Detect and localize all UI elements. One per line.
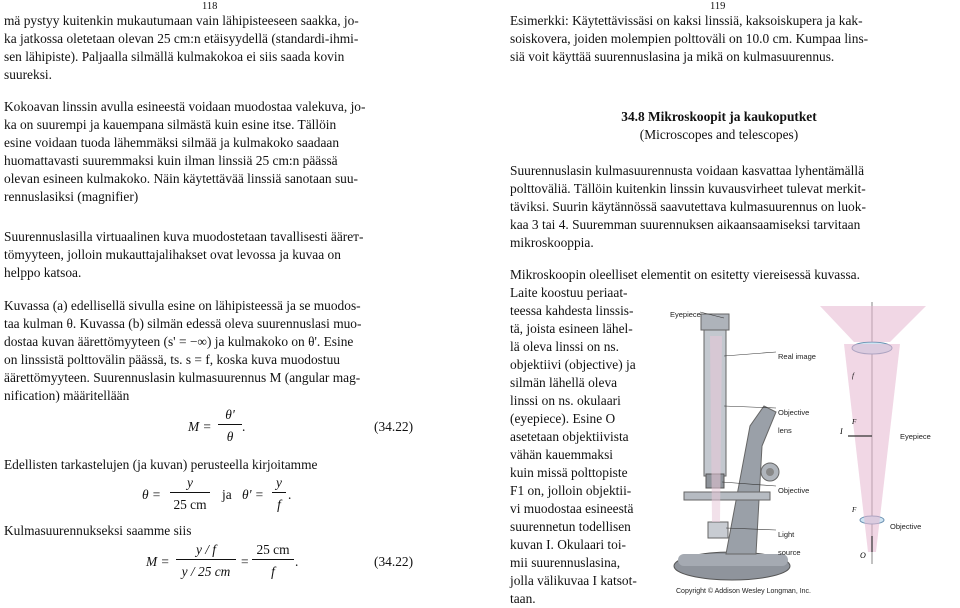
text-line: äärettömyyteen. Suurennuslasin kulmasuurennus M (angular mag-	[4, 370, 361, 385]
fraction-bar	[252, 559, 294, 560]
fraction-bar	[218, 424, 242, 425]
text-line: kuvan I. Okulaari toi-	[510, 537, 627, 552]
fraction-bar	[170, 492, 210, 493]
equation-denominator: θ	[226, 429, 234, 444]
text-line: kaa 3 tai 4. Suuremman suurennuksen aikaansaamiseksi tarvitaan	[510, 217, 861, 232]
text-line: dostaa kuvan äärettömyyteen (s' = −∞) ja kulmakoko on θ'. Esine	[4, 334, 354, 349]
label-light-source: Light source	[778, 530, 801, 558]
equation-lhs: M =	[188, 419, 212, 434]
text-line: täviksi. Suurin käytännössä saavutettava kulmasuurennus on luok-	[510, 199, 866, 214]
equation-period: .	[288, 487, 292, 502]
text-line: siä voit käyttää suurennuslasina ja mikä on kulmasuurennus.	[510, 49, 835, 64]
text-line: (eyepiece). Esine O	[510, 411, 616, 426]
equation-denominator: f	[277, 497, 281, 512]
equation-period: .	[242, 419, 246, 434]
text-line: huomattavasti suuremmaksi kuin ilman linssiä 25 cm:n päässä	[4, 153, 338, 168]
text-line: Mikroskoopin oleelliset elementit on esitetty viereisessä kuvassa.	[510, 267, 860, 282]
section-subtitle: (Microscopes and telescopes)	[639, 127, 799, 142]
text-line: Suurennuslasilla virtuaalinen kuva muodostetaan tavallisesti äärет-	[4, 229, 364, 244]
equation-period: .	[295, 554, 299, 569]
text-line: Esimerkki: Käytettävissäsi on kaksi linssiä, kaksoiskupera ja kak-	[510, 13, 863, 28]
text-line: asetetaan objektiivista	[510, 429, 629, 444]
equation-denominator: y / 25 cm	[181, 564, 231, 579]
text-line: suureksi.	[4, 67, 52, 82]
label-objective-ray: Objective	[890, 522, 922, 531]
text-line: Kuvassa (a) edellisellä sivulla esine on lähipisteessä ja se muodos-	[4, 298, 361, 313]
label-real-image: Real image	[778, 352, 816, 361]
fraction-bar	[176, 559, 236, 560]
text-line: Suurennuslasin kulmasuurennusta voidaan kasvattaa lyhentämällä	[510, 163, 865, 178]
text-line: Laite koostuu periaat-	[510, 285, 628, 300]
equation-denominator: f	[271, 564, 275, 579]
equation-numerator: y / f	[195, 542, 217, 557]
equation-equals: =	[241, 554, 249, 569]
text-line: Edellisten tarkastelujen (ja kuvan) perusteella kirjoitamme	[4, 457, 318, 472]
text-line: mä pystyy kuitenkin mukautumaan vain lähipisteeseen saakka, jo-	[4, 13, 359, 28]
label-objective-lens: Objective lens	[778, 408, 810, 436]
text-line: Kulmasuurennukseksi saamme siis	[4, 523, 192, 538]
label-objective: Objective	[778, 486, 810, 495]
text-line: suurennetun todellisen	[510, 519, 631, 534]
text-line: nification) määritellään	[4, 388, 130, 403]
svg-text:I: I	[840, 427, 843, 436]
text-line: vähän kauemmaksi	[510, 447, 613, 462]
text-line: objektiivi (objective) ja	[510, 357, 636, 372]
equation-numerator: y	[276, 475, 282, 490]
text-line: F1 on, jolloin objektii-	[510, 483, 632, 498]
equation-number: (34.22)	[374, 554, 414, 569]
svg-text:O: O	[860, 551, 866, 560]
text-line: olevan esineen kulmakoko. Näin käytettävää linssiä sanotaan suu-	[4, 171, 359, 186]
text-line: jolla välikuvaa I katsot-	[510, 573, 637, 588]
text-line: on linssistä polttovälin päässä, ts. s = f, koska kuva muodostuu	[4, 352, 340, 367]
text-line: ka jatkossa oletetaan olevan 25 cm:n etäisyydellä (standardi-ihmi-	[4, 31, 359, 46]
svg-text:F: F	[852, 506, 857, 514]
text-line: kuin missä polttopiste	[510, 465, 628, 480]
text-line: sen lähipiste). Paljaalla silmällä kulmakokoa ei siis saada kovin	[4, 49, 345, 64]
text-line: tömyyteen, jolloin mukauttajalihakset ovat levossa ja kuvaa on	[4, 247, 341, 262]
text-line: rennuslasiksi (magnifier)	[4, 189, 139, 204]
text-line: mikroskooppia.	[510, 235, 594, 250]
fraction-bar	[272, 492, 286, 493]
text-line: taan.	[510, 591, 536, 606]
text-line: teessa kahdesta linssis-	[510, 303, 634, 318]
text-line: Kokoavan linssin avulla esineestä voidaan muodostaa valekuva, jo-	[4, 99, 366, 114]
text-line: lä oleva linssi on ns.	[510, 339, 619, 354]
equation-numerator: y	[187, 475, 193, 490]
page-number: 118	[202, 1, 218, 12]
label-eyepiece: Eyepiece	[670, 310, 701, 319]
text-line: ka on suurempi ja kauempana silmästä kuin esine itse. Tällöin	[4, 117, 337, 132]
text-line: tä, joista esineen lähel-	[510, 321, 633, 336]
svg-text:F: F	[852, 418, 857, 426]
equation-lhs: θ' =	[242, 487, 264, 502]
text-line: polttoväliä. Tällöin kuitenkin linssin kuvausvirheet tulevat merkit-	[510, 181, 866, 196]
equation-numerator: 25 cm	[256, 542, 290, 557]
text-line: silmän lähellä oleva	[510, 375, 618, 390]
section-title: 34.8 Mikroskoopit ja kaukoputket	[621, 109, 817, 124]
text-line: helppo katsoa.	[4, 265, 82, 280]
equation-lhs: θ =	[142, 487, 161, 502]
equation-lhs: M =	[146, 554, 170, 569]
microscope-figure	[664, 296, 940, 599]
equation-numerator: θ'	[225, 407, 235, 422]
text-line: soiskovera, joiden molempien polttoväli on 10.0 cm. Kumpaa lins-	[510, 31, 869, 46]
equation-text: ja	[222, 487, 232, 502]
text-line: mii suurennuslasina,	[510, 555, 621, 570]
text-line: esine voidaan tuoda lähemmäksi silmää ja kulmakoko saadaan	[4, 135, 340, 150]
figure-copyright: Copyright © Addison Wesley Longman, Inc.	[676, 588, 811, 595]
text-line: linssi on ns. okulaari	[510, 393, 621, 408]
equation-denominator: 25 cm	[173, 497, 207, 512]
label-eyepiece-ray: Eyepiece	[900, 432, 931, 441]
equation-number: (34.22)	[374, 419, 414, 434]
text-line: vi muodostaa esineestä	[510, 501, 634, 516]
page-number: 119	[710, 1, 726, 12]
svg-text:f: f	[852, 372, 854, 380]
text-line: taa kulman θ. Kuvassa (b) silmän edessä oleva suurennuslasi muo-	[4, 316, 362, 331]
